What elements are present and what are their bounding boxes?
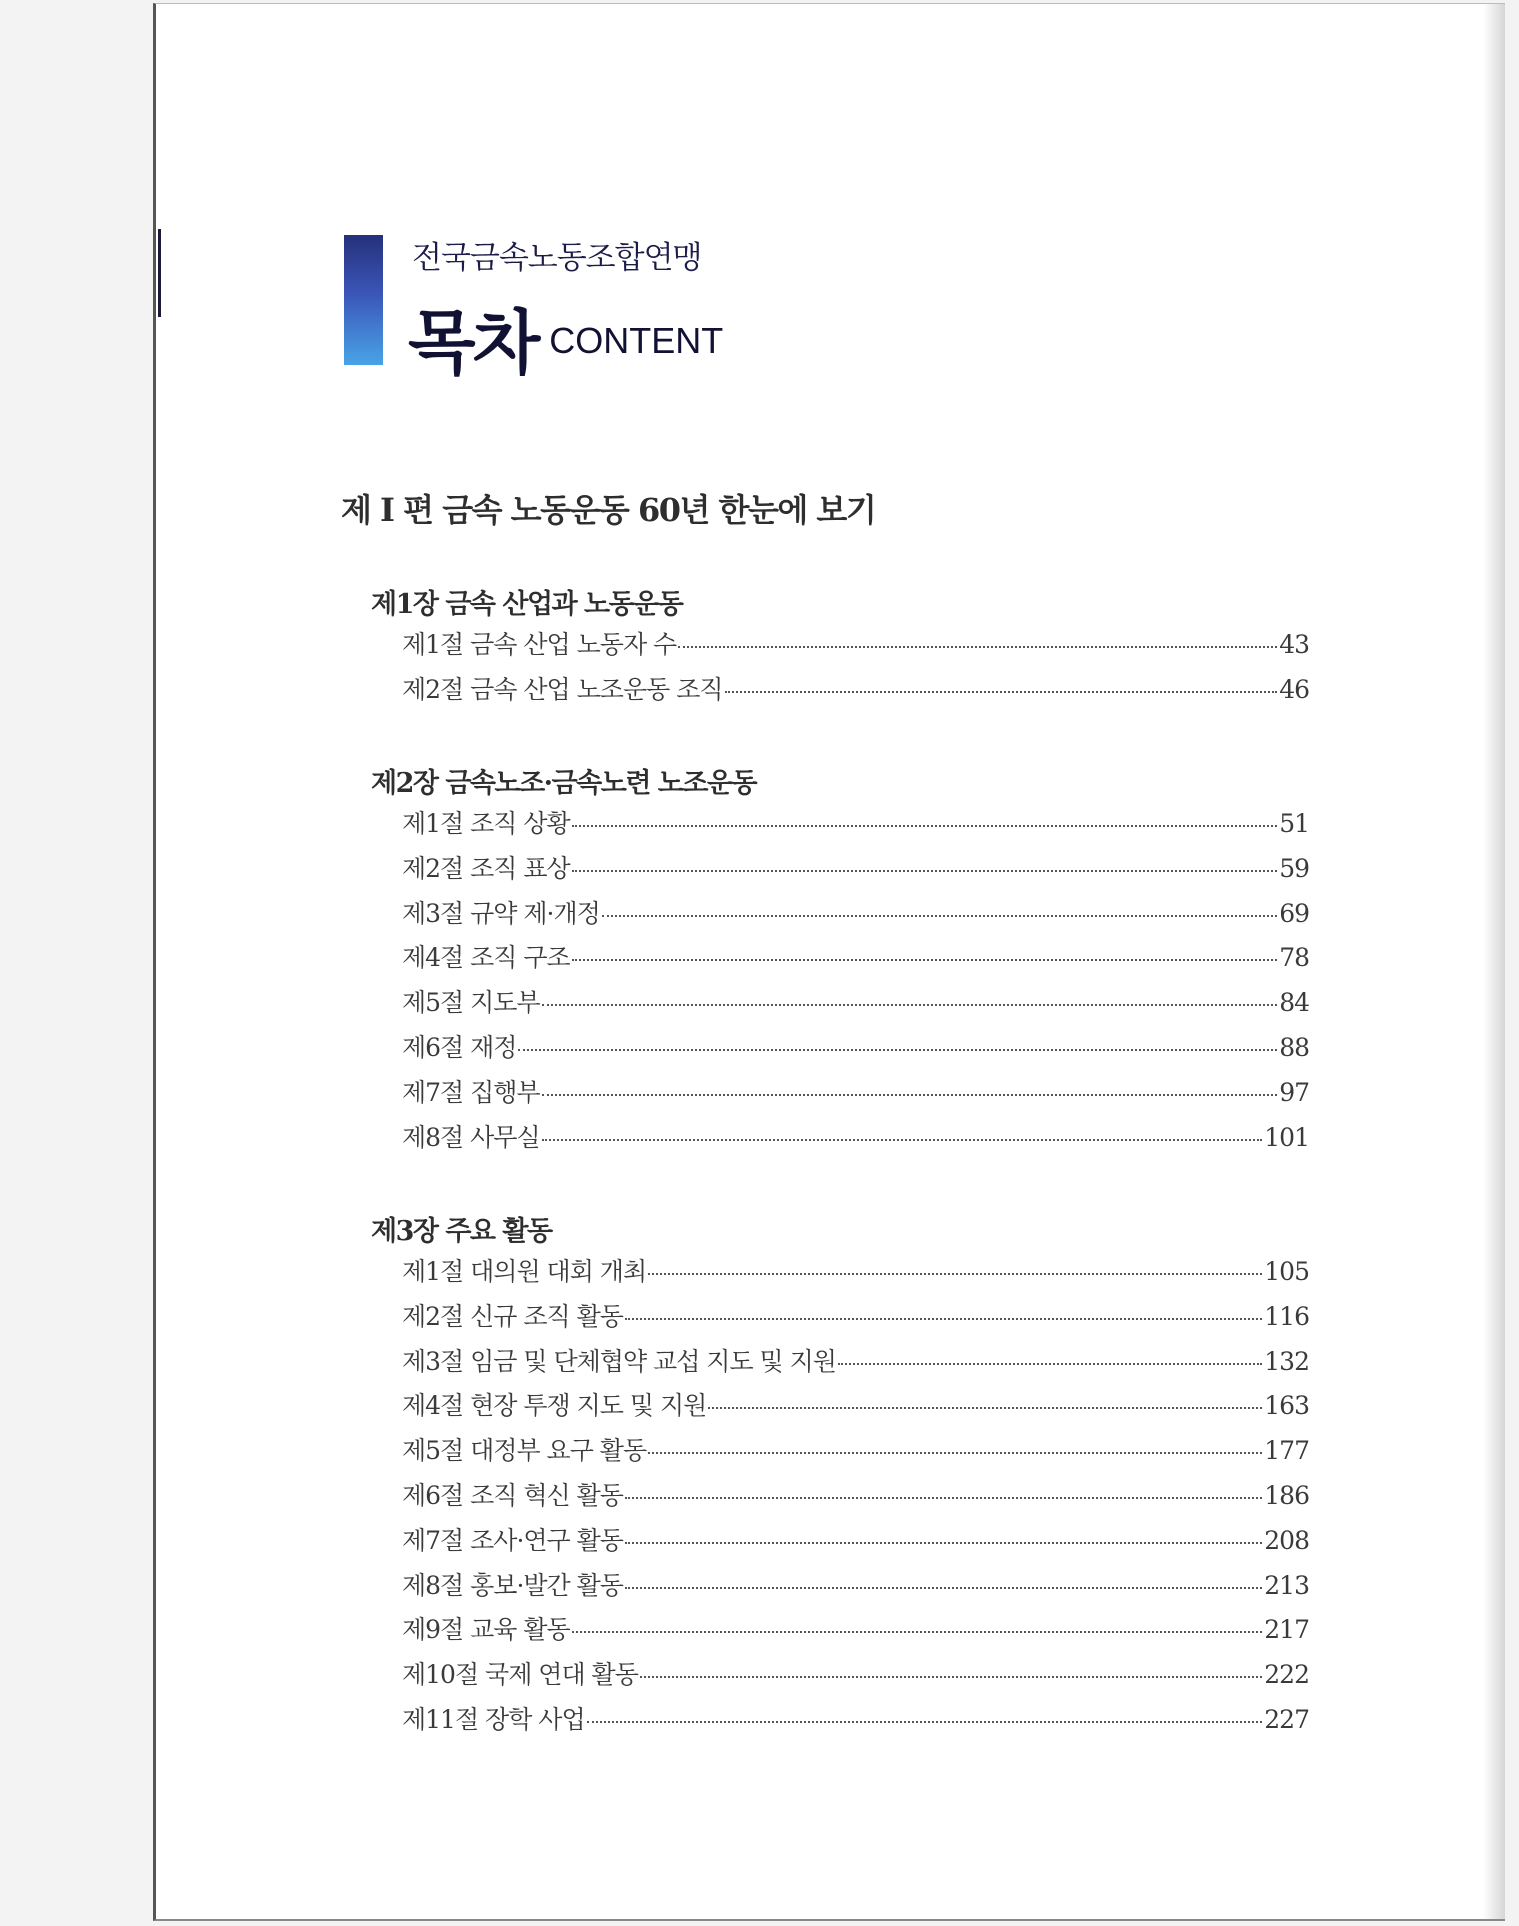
header-accent-bar [344, 235, 383, 365]
dot-leader [625, 1587, 1262, 1589]
toc-entry[interactable] [402, 1700, 1309, 1745]
toc-entry[interactable] [402, 804, 1309, 849]
section-label: 제2절 신규 조직 활동 [402, 1301, 623, 1331]
toc-entry[interactable] [402, 983, 1309, 1028]
section-label: 제9절 교육 활동 [402, 1615, 570, 1645]
section-label: 제1절 금속 산업 노동자 수 [402, 630, 677, 659]
dot-leader [625, 1542, 1262, 1544]
page-number: 78 [1279, 943, 1309, 973]
toc-entry[interactable] [402, 938, 1309, 983]
dot-leader [602, 915, 1277, 917]
section-list [402, 1252, 1309, 1745]
page-number: 116 [1264, 1301, 1309, 1331]
page-number: 163 [1264, 1391, 1309, 1421]
title-subtitle: CONTENT [549, 320, 724, 361]
chapter-title: 제2장 금속노조·금속노련 노조운동 [371, 768, 757, 799]
organization-name: 전국금속노동조합연맹 [412, 240, 702, 276]
toc-entry[interactable] [402, 894, 1309, 939]
dot-leader [625, 1318, 1262, 1320]
section-label: 제7절 조사·연구 활동 [402, 1525, 623, 1555]
section-label: 제3절 규약 제·개정 [402, 898, 600, 928]
page-number: 227 [1264, 1704, 1309, 1734]
page-number: 88 [1279, 1032, 1309, 1062]
toc-entry[interactable] [402, 1566, 1309, 1611]
dot-leader [542, 1139, 1263, 1141]
document-page [153, 3, 1505, 1921]
title-main: 목차 [408, 302, 538, 384]
dot-leader [572, 1631, 1263, 1633]
section-label: 제1절 조직 상황 [402, 809, 570, 838]
toc-entry[interactable] [402, 1118, 1309, 1163]
section-label: 제1절 대의원 대회 개최 [402, 1257, 647, 1286]
page-number: 132 [1264, 1346, 1309, 1376]
toc-entry[interactable] [402, 1252, 1309, 1297]
page-title [408, 287, 723, 388]
page-number: 222 [1264, 1660, 1309, 1690]
section-label: 제5절 대정부 요구 활동 [402, 1436, 647, 1466]
section-label: 제6절 재정 [402, 1032, 517, 1062]
toc-entry[interactable] [402, 1521, 1309, 1566]
toc-entry[interactable] [402, 1028, 1309, 1073]
toc-entry[interactable] [402, 1073, 1309, 1118]
page-edge-shadow [1483, 4, 1505, 1919]
page-number: 43 [1279, 630, 1309, 659]
chapter-title: 제3장 주요 활동 [371, 1216, 552, 1247]
page-number: 69 [1279, 898, 1309, 928]
dot-leader [572, 870, 1277, 872]
dot-leader [838, 1363, 1262, 1365]
section-label: 제3절 임금 및 단체협약 교섭 지도 및 지원 [402, 1346, 836, 1376]
dot-leader [542, 1004, 1278, 1006]
section-list [402, 625, 1309, 715]
section-label: 제11절 장학 사업 [402, 1704, 585, 1734]
section-label: 제6절 조직 혁신 활동 [402, 1480, 623, 1510]
page-number: 186 [1264, 1480, 1309, 1510]
dot-leader [708, 1407, 1262, 1409]
dot-leader [542, 1094, 1278, 1096]
chapter-title: 제1장 금속 산업과 노동운동 [371, 589, 683, 620]
section-label: 제4절 현장 투쟁 지도 및 지원 [402, 1391, 707, 1421]
section-label: 제7절 집행부 [402, 1077, 540, 1107]
dot-leader [648, 1273, 1262, 1275]
dot-leader [678, 646, 1277, 648]
part-title: 제 I 편 금속 노동운동 60년 한눈에 보기 [341, 491, 876, 529]
page-number: 97 [1279, 1077, 1309, 1107]
section-label: 제8절 사무실 [402, 1122, 540, 1152]
section-label: 제2절 조직 표상 [402, 853, 570, 883]
page-number: 84 [1279, 988, 1309, 1018]
page-number: 46 [1279, 674, 1309, 704]
dot-leader [648, 1452, 1262, 1454]
dot-leader [625, 1497, 1262, 1499]
dot-leader [640, 1676, 1262, 1678]
page-number: 101 [1264, 1122, 1309, 1152]
page-number: 177 [1264, 1436, 1309, 1466]
dot-leader [725, 691, 1278, 693]
toc-entry[interactable] [402, 1297, 1309, 1342]
toc-entry[interactable] [402, 670, 1309, 715]
section-label: 제2절 금속 산업 노조운동 조직 [402, 674, 723, 704]
toc-entry[interactable] [402, 1431, 1309, 1476]
toc-entry[interactable] [402, 1386, 1309, 1431]
toc-entry[interactable] [402, 625, 1309, 670]
toc-entry[interactable] [402, 849, 1309, 894]
page-number: 105 [1264, 1257, 1309, 1286]
section-label: 제5절 지도부 [402, 988, 540, 1018]
page-number: 208 [1264, 1525, 1309, 1555]
section-label: 제10절 국제 연대 활동 [402, 1660, 638, 1690]
page-number: 51 [1279, 809, 1309, 838]
section-label: 제8절 홍보·발간 활동 [402, 1570, 623, 1600]
dot-leader [572, 959, 1277, 961]
page-number: 213 [1264, 1570, 1309, 1600]
dot-leader [518, 1049, 1277, 1051]
toc-entry[interactable] [402, 1476, 1309, 1521]
spine-mark [158, 229, 161, 317]
section-label: 제4절 조직 구조 [402, 943, 570, 973]
page-number: 217 [1264, 1615, 1309, 1645]
dot-leader [572, 825, 1277, 827]
page-number: 59 [1279, 853, 1309, 883]
section-list [402, 804, 1309, 1162]
dot-leader [587, 1721, 1263, 1723]
toc-entry[interactable] [402, 1610, 1309, 1655]
toc-entry[interactable] [402, 1342, 1309, 1387]
toc-entry[interactable] [402, 1655, 1309, 1700]
